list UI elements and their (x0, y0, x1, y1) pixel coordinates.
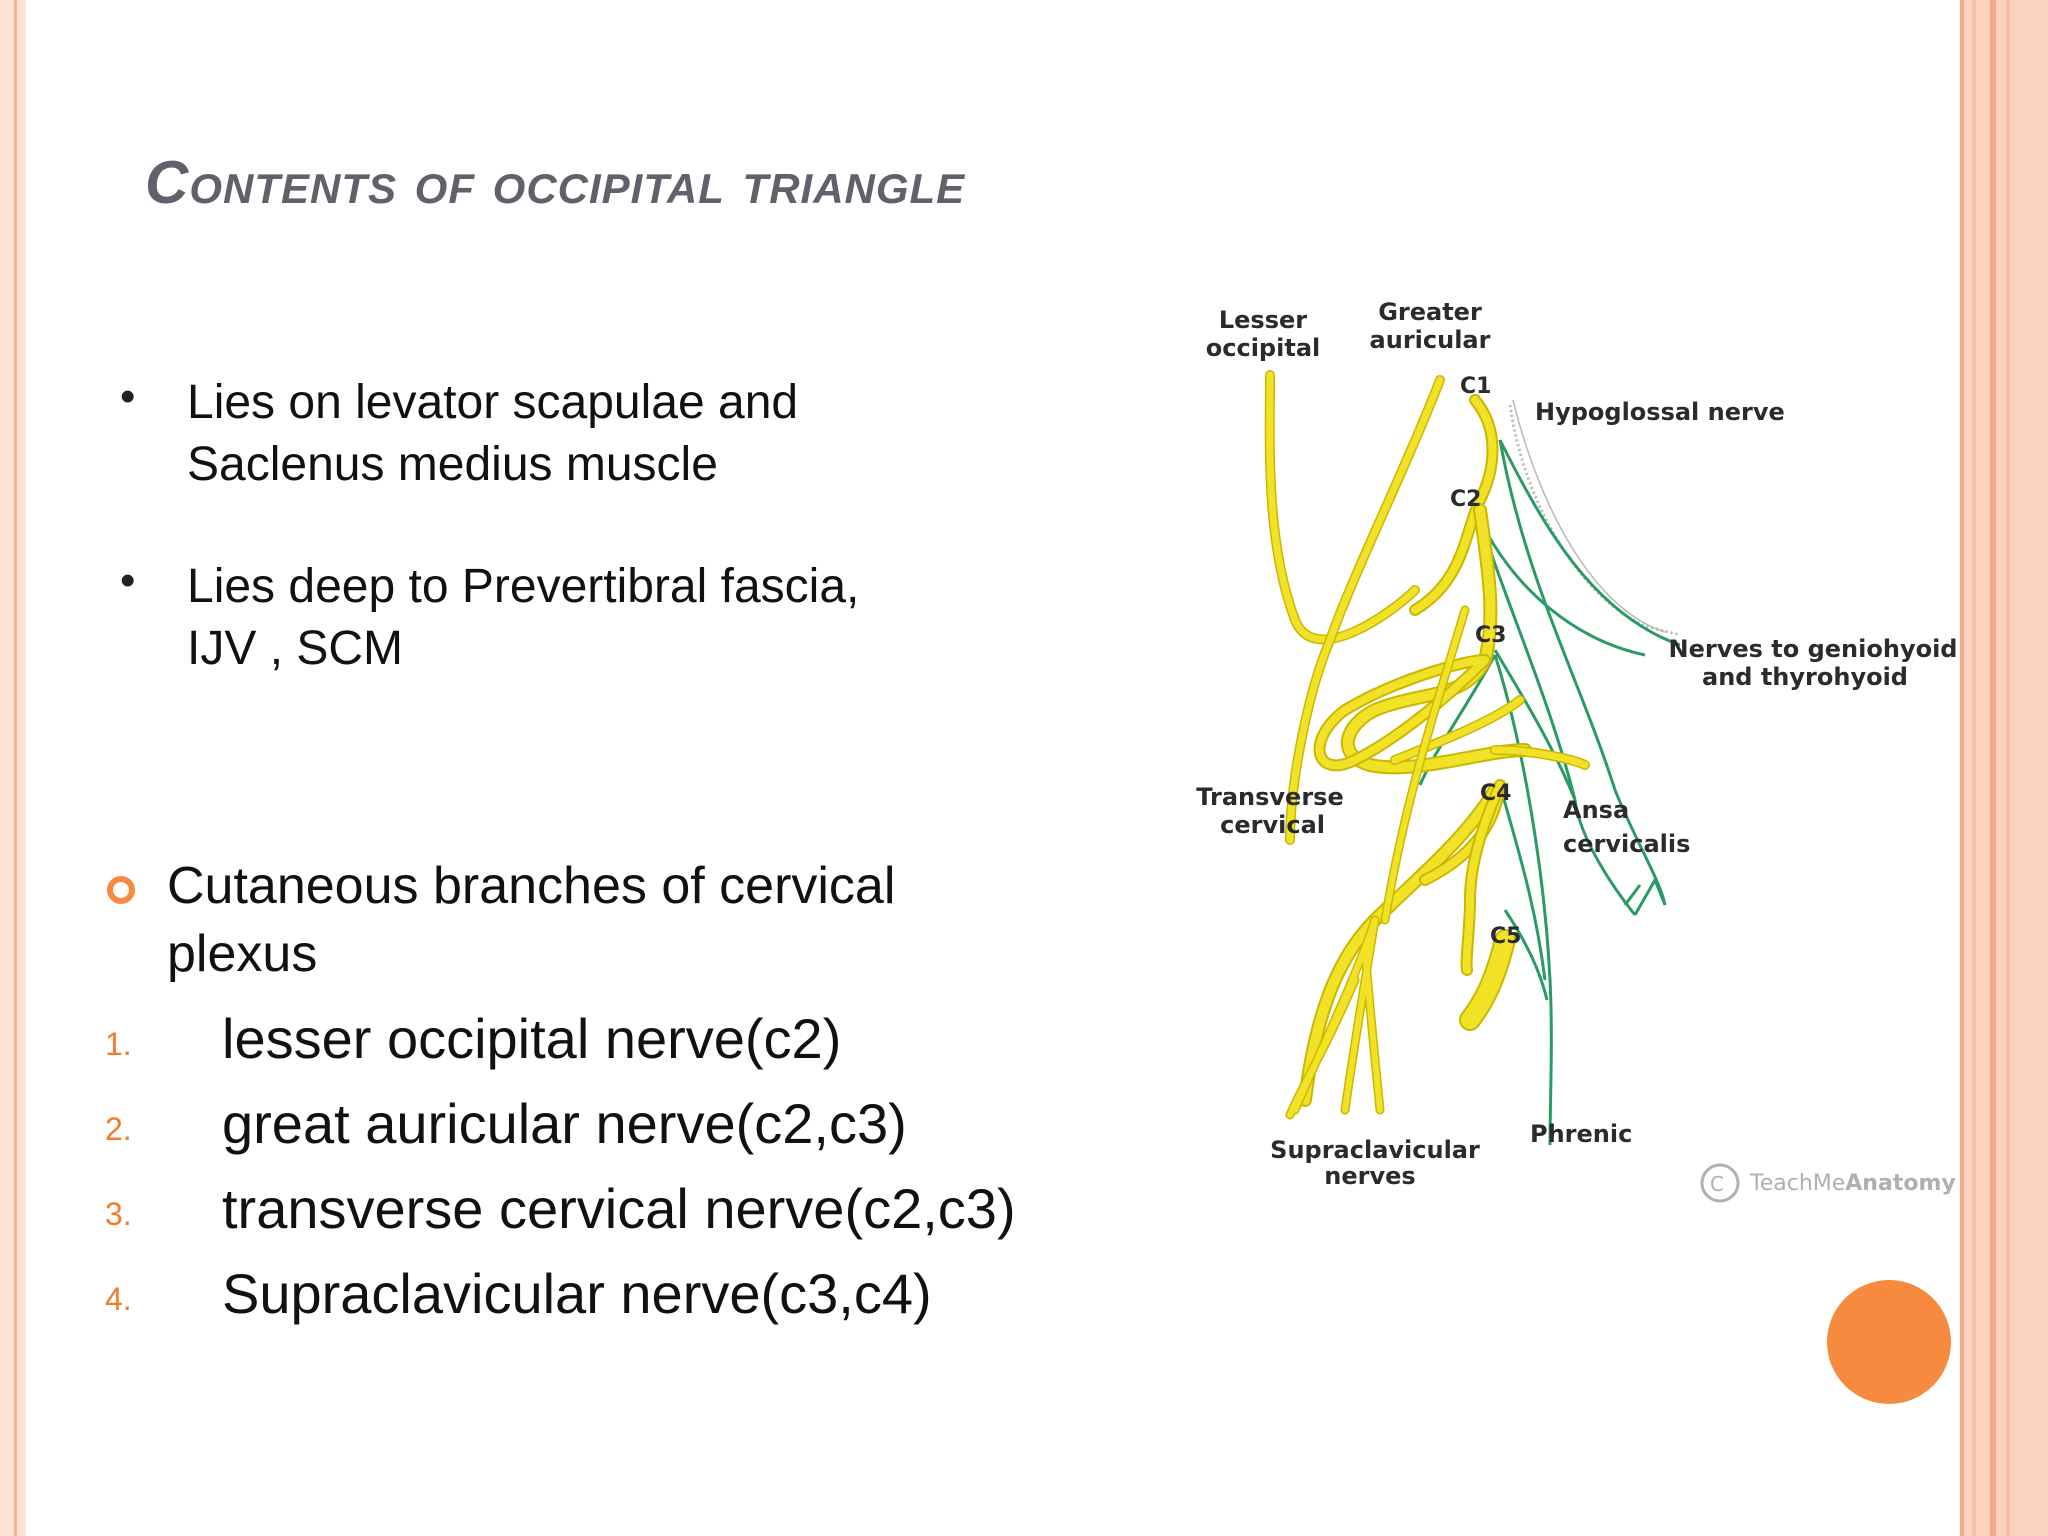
numbered-item (105, 1091, 1105, 1161)
bullet-text (187, 556, 947, 680)
supraclavicular-label: Supraclavicular (1270, 1136, 1480, 1164)
item-number: 1. (105, 1026, 132, 1062)
numbered-item (105, 1176, 1105, 1246)
bullet-line: Lies deep to Prevertibral fascia, (187, 560, 860, 613)
item-text: great auricular nerve(c2,c3) (222, 1092, 907, 1155)
bullet-text (187, 372, 947, 496)
ansa-cervicalis-label: Ansa (1563, 796, 1630, 824)
item-text: Supraclavicular nerve(c3,c4) (222, 1262, 932, 1325)
c3-label: C3 (1475, 623, 1507, 648)
transverse-cervical-label: cervical (1220, 811, 1325, 839)
greater-auricular-label: Greater (1378, 298, 1482, 326)
bullet-line: IJV , SCM (187, 622, 404, 675)
geniohyoid-label: Nerves to geniohyoid (1668, 635, 1958, 663)
watermark-light: TeachMe (1750, 1171, 1846, 1196)
bullet-line: Saclenus medius muscle (187, 438, 718, 491)
slide-left-border (0, 0, 26, 1536)
slide-right-border-line (1990, 0, 1996, 1536)
hypoglossal-nerve (1510, 405, 1680, 635)
c5-root (1470, 940, 1505, 1020)
slide-title: Contents of occipital triangle (145, 149, 966, 216)
watermark-bold: Anatomy (1845, 1171, 1956, 1196)
item-number: 4. (105, 1281, 132, 1317)
c5-label: C5 (1490, 924, 1522, 949)
cutaneous-heading: Cutaneous branches of cervical plexus (167, 857, 896, 983)
copyright-symbol: C (1710, 1172, 1724, 1196)
supraclavicular-label: nerves (1324, 1162, 1416, 1190)
item-text: transverse cervical nerve(c2,c3) (222, 1177, 1016, 1240)
c1-motor-branch (1500, 440, 1680, 645)
bullet-line: Lies on levator scapulae and (187, 376, 799, 429)
hypoglossal-label: Hypoglossal nerve (1535, 398, 1785, 426)
greater-auricular-label: auricular (1369, 326, 1491, 354)
slide-right-border-line (2006, 0, 2010, 1536)
c2-label: C2 (1450, 487, 1482, 512)
item-text: lesser occipital nerve(c2) (222, 1007, 842, 1070)
cervical-plexus-diagram (1195, 280, 1965, 1220)
item-number: 2. (105, 1111, 132, 1147)
watermark-text (1749, 1171, 1956, 1196)
lesser-occipital-label: occipital (1205, 334, 1321, 362)
phrenic-nerve (1495, 655, 1551, 1145)
orange-circle-decoration (1827, 1280, 1951, 1404)
slide-right-border-line (1972, 0, 1976, 1536)
c1-label: C1 (1460, 374, 1492, 399)
transverse-cervical-label: Transverse (1196, 783, 1344, 811)
bullet-marker: • (120, 556, 136, 605)
phrenic-label: Phrenic (1530, 1120, 1633, 1148)
slide-left-border-line (14, 0, 17, 1536)
bullet-marker: • (120, 372, 136, 421)
lesser-occipital-label: Lesser (1218, 306, 1308, 334)
ansa-loop-4 (1625, 885, 1640, 905)
numbered-item (105, 1261, 1105, 1331)
geniohyoid-label: and thyrohyoid (1702, 663, 1908, 691)
ansa-cervicalis-label: cervicalis (1563, 830, 1691, 858)
numbered-item (105, 1006, 1105, 1076)
ring-bullet-icon (107, 876, 135, 904)
sensory-branches (1270, 375, 1585, 1115)
c4-label: C4 (1480, 781, 1512, 806)
item-number: 3. (105, 1196, 132, 1232)
